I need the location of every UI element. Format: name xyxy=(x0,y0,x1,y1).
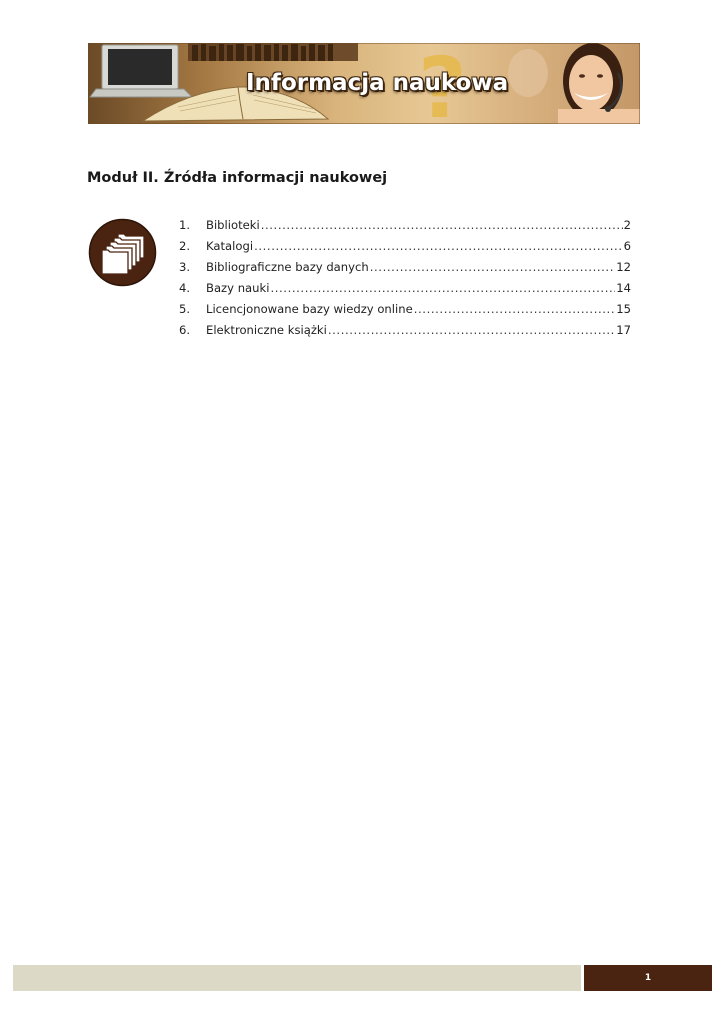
footer-page-box xyxy=(584,965,712,991)
toc-leader-dots xyxy=(328,323,615,338)
toc-item-number: 6. xyxy=(179,323,191,337)
toc-item-page: 12 xyxy=(616,260,631,274)
toc-item[interactable] xyxy=(179,239,631,260)
toc-item-number: 4. xyxy=(179,281,191,295)
toc-item-page: 14 xyxy=(616,281,631,295)
toc-leader-dots xyxy=(370,260,616,275)
toc-leader-dots xyxy=(254,239,623,254)
toc-item-page: 6 xyxy=(623,239,631,253)
toc-item-page: 17 xyxy=(616,323,631,337)
module-title: Moduł II. Źródła informacji naukowej xyxy=(87,170,388,186)
toc-item[interactable] xyxy=(179,281,631,302)
header-banner xyxy=(88,43,640,124)
toc-item-number: 5. xyxy=(179,302,191,316)
toc-item-label: Katalogi xyxy=(206,239,254,253)
toc-item-page: 15 xyxy=(616,302,631,316)
toc-leader-dots xyxy=(414,302,616,317)
toc-item-number: 2. xyxy=(179,239,191,253)
svg-text:?: ? xyxy=(418,43,467,124)
toc-item-number: 1. xyxy=(179,218,191,232)
toc-item-label: Bazy nauki xyxy=(206,281,270,295)
toc-item-label: Bibliograficzne bazy danych xyxy=(206,260,369,274)
toc-item[interactable] xyxy=(179,218,631,239)
toc-item-number: 3. xyxy=(179,260,191,274)
footer-bar xyxy=(13,965,581,991)
toc-leader-dots xyxy=(270,281,615,296)
toc-item-label: Biblioteki xyxy=(206,218,260,232)
banner-title: Informacja naukowa xyxy=(246,70,509,96)
toc-item[interactable] xyxy=(179,302,631,323)
toc-item[interactable] xyxy=(179,260,631,281)
toc-item-page: 2 xyxy=(623,218,631,232)
toc-item[interactable] xyxy=(179,323,631,344)
folder-stack-icon xyxy=(88,218,157,287)
toc-item-label: Licencjonowane bazy wiedzy online xyxy=(206,302,413,316)
table-of-contents xyxy=(179,218,631,344)
toc-item-label: Elektroniczne książki xyxy=(206,323,327,337)
toc-leader-dots xyxy=(261,218,623,233)
page-number: 1 xyxy=(644,973,652,983)
